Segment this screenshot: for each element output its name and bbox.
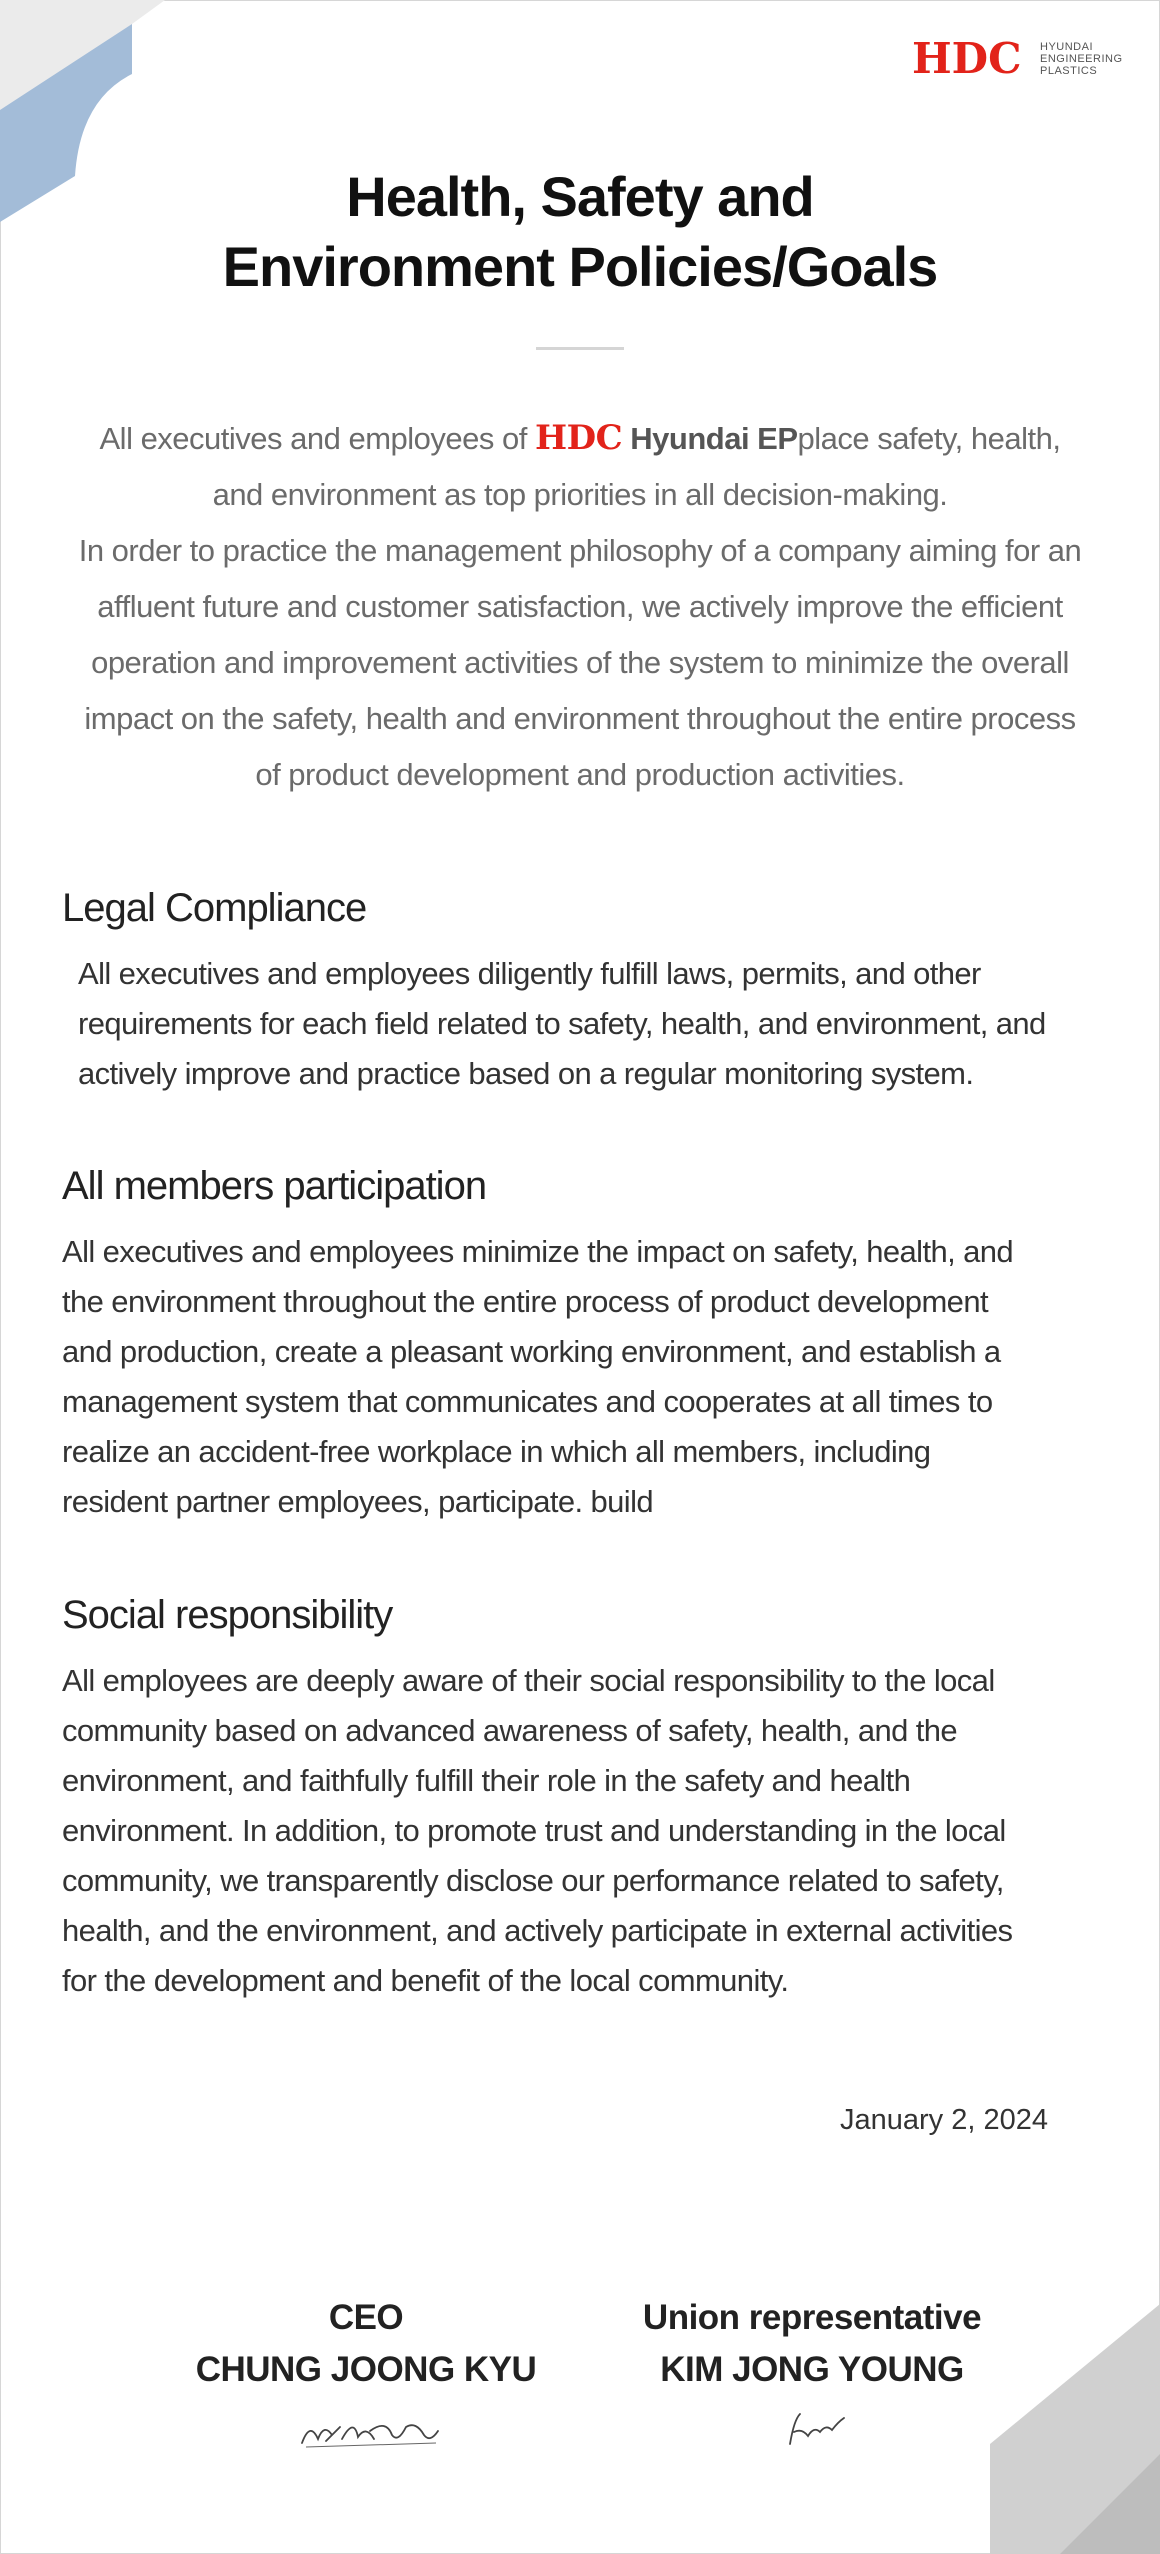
hdc-inline-logo: HDC: [534, 418, 623, 458]
section-line: and production, create a pleasant working environment, and establish a: [62, 1334, 1001, 1369]
section-line: All executives and employees diligently fulfill laws, permits, and other: [78, 956, 981, 991]
title-line: Health, Safety and: [346, 165, 814, 228]
intro-line: In order to practice the management philosophy of a company aiming for an: [78, 533, 1082, 568]
hdc-logo-mark: HDC: [912, 34, 1022, 83]
section-line: All employees are deeply aware of their social responsibility to the local: [62, 1663, 995, 1698]
logo-subtitle: [1040, 41, 1123, 77]
intro-line: operation and improvement activities of the system to minimize the overall: [91, 645, 1069, 680]
intro-line: and environment as top priorities in all decision-making.: [212, 477, 948, 512]
brand-name: Hyundai EP: [630, 421, 798, 456]
intro-line: affluent future and customer satisfaction, we actively improve the efficient: [97, 589, 1063, 624]
intro-pre: All executives and employees of: [99, 421, 527, 456]
document-date: January 2, 2024: [840, 2104, 1048, 2136]
signatory-name: KIM JONG YOUNG: [660, 2350, 964, 2389]
company-logo: [912, 34, 1132, 83]
section-line: actively improve and practice based on a regular monitoring system.: [78, 1056, 974, 1091]
section-line: realize an accident-free workplace in which all members, including: [62, 1434, 931, 1469]
signatory-ceo: [156, 2292, 576, 2396]
section-body: [78, 949, 1046, 1099]
signatory-role: Union representative: [642, 2298, 982, 2337]
intro-line: of product development and production activities.: [255, 757, 905, 792]
union-signature: [780, 2406, 850, 2452]
signatory-union: [602, 2292, 1022, 2396]
ceo-signature: [296, 2413, 446, 2453]
section-heading: Legal Compliance: [62, 886, 367, 930]
intro-post: place safety, health,: [797, 421, 1061, 456]
section-line: community based on advanced awareness of safety, health, and the: [62, 1713, 958, 1748]
section-line: resident partner employees, participate. build: [62, 1484, 654, 1519]
logo-sub-line: ENGINEERING: [1040, 53, 1123, 65]
intro-paragraph: [40, 410, 1120, 803]
section-line: management system that communicates and cooperates at all times to: [62, 1384, 993, 1419]
intro-line: impact on the safety, health and environment throughout the entire process: [84, 701, 1076, 736]
section-line: for the development and benefit of the local community.: [62, 1963, 789, 1998]
section-line: the environment throughout the entire process of product development: [62, 1284, 988, 1319]
title-divider: [536, 347, 624, 350]
section-line: health, and the environment, and actively participate in external activities: [62, 1913, 1013, 1948]
section-heading: Social responsibility: [62, 1593, 393, 1637]
intro-first-line: [40, 410, 1120, 467]
section-body: [62, 1656, 1012, 2006]
logo-sub-line: HYUNDAI: [1040, 41, 1094, 53]
signatory-role: CEO: [328, 2298, 404, 2337]
page-title: [0, 162, 1160, 302]
title-line: Environment Policies/Goals: [222, 235, 938, 298]
section-heading: All members participation: [62, 1164, 487, 1208]
logo-sub-line: PLASTICS: [1040, 65, 1098, 77]
section-line: requirements for each field related to safety, health, and environment, and: [78, 1006, 1046, 1041]
section-body: [62, 1227, 1013, 1527]
signatory-name: CHUNG JOONG KYU: [195, 2350, 537, 2389]
section-line: All executives and employees minimize the impact on safety, health, and: [62, 1234, 1014, 1269]
section-line: community, we transparently disclose our performance related to safety,: [62, 1863, 1004, 1898]
section-line: environment, and faithfully fulfill their role in the safety and health: [62, 1763, 911, 1798]
section-line: environment. In addition, to promote trust and understanding in the local: [62, 1813, 1006, 1848]
